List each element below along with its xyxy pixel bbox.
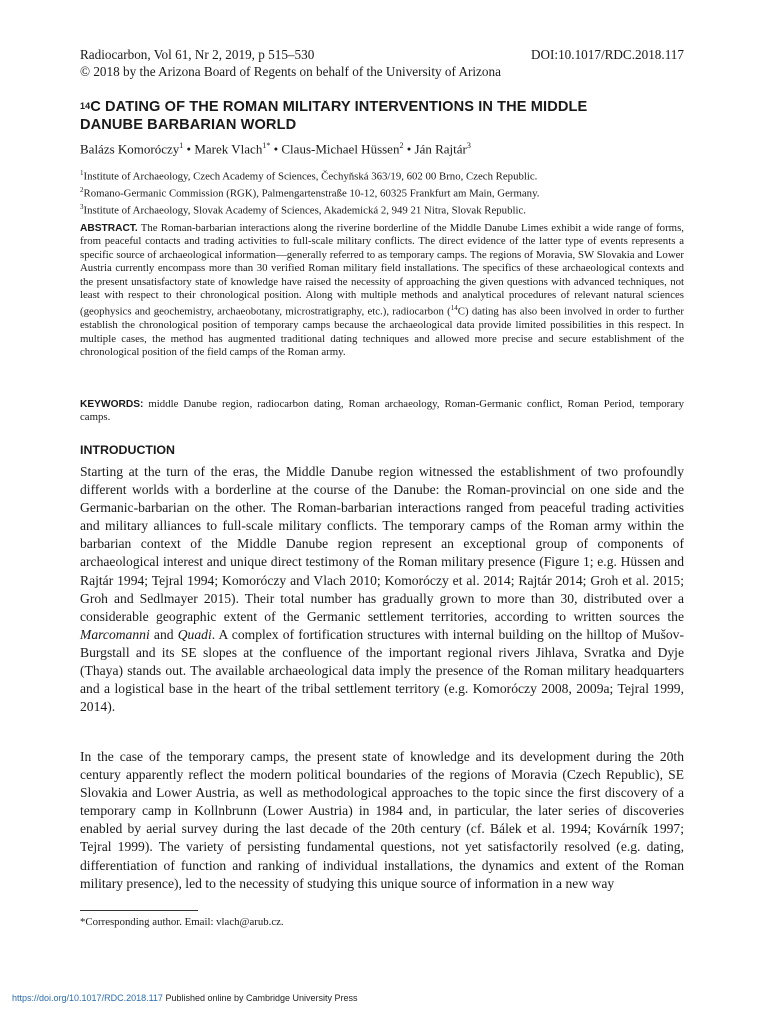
abstract-superscript: 14 [450, 304, 458, 313]
affiliation-number: 1 [80, 169, 84, 177]
keywords [80, 398, 684, 425]
affiliation-number: 3 [80, 203, 84, 212]
author-1-affil: 1 [179, 141, 184, 150]
affiliation-3 [80, 201, 684, 218]
affiliation-1 [80, 167, 684, 184]
affiliations [80, 167, 684, 219]
title-line-1: C DATING OF THE ROMAN MILITARY INTERVENTIONS IN THE MIDDLE [90, 99, 588, 115]
page-footer [12, 993, 358, 1003]
affiliation-text: Institute of Archaeology, Slovak Academy of Sciences, Akademická 2, 949 21 Nitra, Slovak Republic. [83, 204, 526, 217]
intro-paragraph-1 [80, 463, 684, 716]
affiliation-number: 2 [80, 186, 84, 195]
doi[interactable]: DOI:10.1017/RDC.2018.117 [530, 47, 684, 62]
author-4-affil: 3 [466, 141, 471, 150]
paragraph-text: . A complex of fortification structures with internal building on the hilltop of Mušov-Burgstall and its SE slopes at the confluence of the important regional rivers Jihlava, Svratka and Dyje (Thaya) stands out. The available archaeological data imply the presence of the Roman military headquarters and a logistical base in the heart of the tribal settlement territory (e.g. Komoróczy 2008, 2009a; Tejral 1999, 2014). [80, 626, 684, 715]
author-4[interactable]: Ján Rajtár [414, 141, 467, 157]
author-separator: • [270, 141, 282, 157]
section-heading-introduction: INTRODUCTION [80, 443, 175, 457]
affiliation-text: Romano-Germanic Commission (RGK), Palmengartenstraße 10-12, 60325 Frankfurt am Main, Germany. [83, 187, 540, 200]
running-header [80, 46, 684, 80]
abstract-text-b: C) dating has also been involved in order to further establish the chronological position of temporary camps because the archaeological data provide limited possibilities in this respect. In multiple cases, the method has augmented traditional dating techniques and allowed more precise and secure establishment of the chronological position of the field camps of the Roman army. [80, 306, 684, 359]
author-list [80, 138, 684, 157]
italic-term: Quadi [177, 626, 212, 642]
author-separator: • [403, 141, 415, 157]
affiliation-2 [80, 184, 684, 201]
title-superscript: 14 [80, 101, 91, 111]
footnote-corresponding-author: *Corresponding author. Email: vlach@arub.cz. [80, 916, 284, 928]
italic-term: Marcomanni [80, 626, 150, 642]
author-2-affil: 1* [262, 141, 271, 150]
paragraph-text: Starting at the turn of the eras, the Middle Danube region witnessed the establishment of two profoundly different worlds with a borderline at the course of the Danube: the Roman-provincial on one side and the Germanic-barbarian on the other. The Roman-barbarian interactions ranged from peaceful trading activities and military alliances to full-scale military conflicts. The temporary camps of the Roman army within the barbarian context of the Middle Danube region represent an exceptional group of components of archaeological interest and unique direct testimony of the Roman military presence (Figure 1; e.g. Hüssen and Rajtár 1994; Tejral 1994; Komoróczy and Vlach 2010; Komoróczy et al. 2014; Rajtár 2014; Groh et al. 2015; Groh and Sedlmayer 2015). Their total number has gradually grown to more than 30, distributed over a considerable geographic extent of the Germanic settlement territories, according to written sources the [80, 464, 684, 624]
keywords-text: middle Danube region, radiocarbon dating, Roman archaeology, Roman-Germanic conflict, Roman Period, temporary camps. [80, 398, 684, 424]
keywords-label: KEYWORDS: [80, 399, 144, 410]
citation: Radiocarbon, Vol 61, Nr 2, 2019, p 515–530 [80, 47, 315, 62]
title-line-2: DANUBE BARBARIAN WORLD [80, 117, 297, 133]
paragraph-text: and [149, 626, 178, 642]
abstract [80, 222, 684, 360]
article-title [80, 98, 684, 134]
footer-publisher-text: Published online by Cambridge University Press [162, 993, 358, 1003]
copyright: © 2018 by the Arizona Board of Regents on behalf of the University of Arizona [80, 64, 501, 79]
author-3[interactable]: Claus-Michael Hüssen [281, 141, 400, 157]
doi-link[interactable]: https://doi.org/10.1017/RDC.2018.117 [12, 993, 163, 1003]
author-separator: • [183, 141, 195, 157]
author-2[interactable]: Marek Vlach [194, 141, 263, 157]
author-1[interactable]: Balázs Komoróczy [80, 141, 180, 157]
footnote-divider [80, 910, 198, 911]
affiliation-text: Institute of Archaeology, Czech Academy of Sciences, Čechyňská 363/19, 602 00 Brno, Czech Republic. [83, 170, 538, 183]
intro-paragraph-2: In the case of the temporary camps, the present state of knowledge and its development during the 20th century apparently reflect the modern political boundaries of the regions of Moravia (Czech Republic), SE Slovakia and Lower Austria, as well as methodological approaches to the topic since the first discovery of a temporary camp in Kollnbrunn (Lower Austria) in 1984 and, in particular, the later series of discoveries enabled by aerial survey during the last decade of the 20th century (cf. Bálek et al. 1994; Kovárník 1997; Tejral 1999). The variety of persisting fundamental questions, not yet satisfactorily resolved (e.g. dating, differentiation of function and ranking of individual installations, the dynamics and extent of the Roman military presence), led to the necessity of studying this unique source of information in a new way [80, 749, 684, 891]
abstract-label: ABSTRACT. [80, 223, 138, 234]
abstract-text-a: The Roman-barbarian interactions along the riverine borderline of the Middle Danube Limes exhibit a wide range of forms, from peaceful contacts and trading activities to full-scale military conflicts. The direct evidence of the latter type of events represents a specific source of archaeological information—generally referred to as temporary camps. The regions of Moravia, SW Slovakia and Lower Austria currently encompass more than 30 verified Roman military field installations. The specifics of these archaeological contexts and the present unsatisfactory state of knowledge have raised the necessity of approaching the given questions with advanced techniques, not least with respect to their chronological position. Along with multiple methods and analytical procedures of relevant natural sciences (geophysics and geochemistry, archaeobotany, microstratigraphy, etc.), radiocarbon ( [80, 222, 684, 319]
author-3-affil: 2 [399, 141, 404, 150]
